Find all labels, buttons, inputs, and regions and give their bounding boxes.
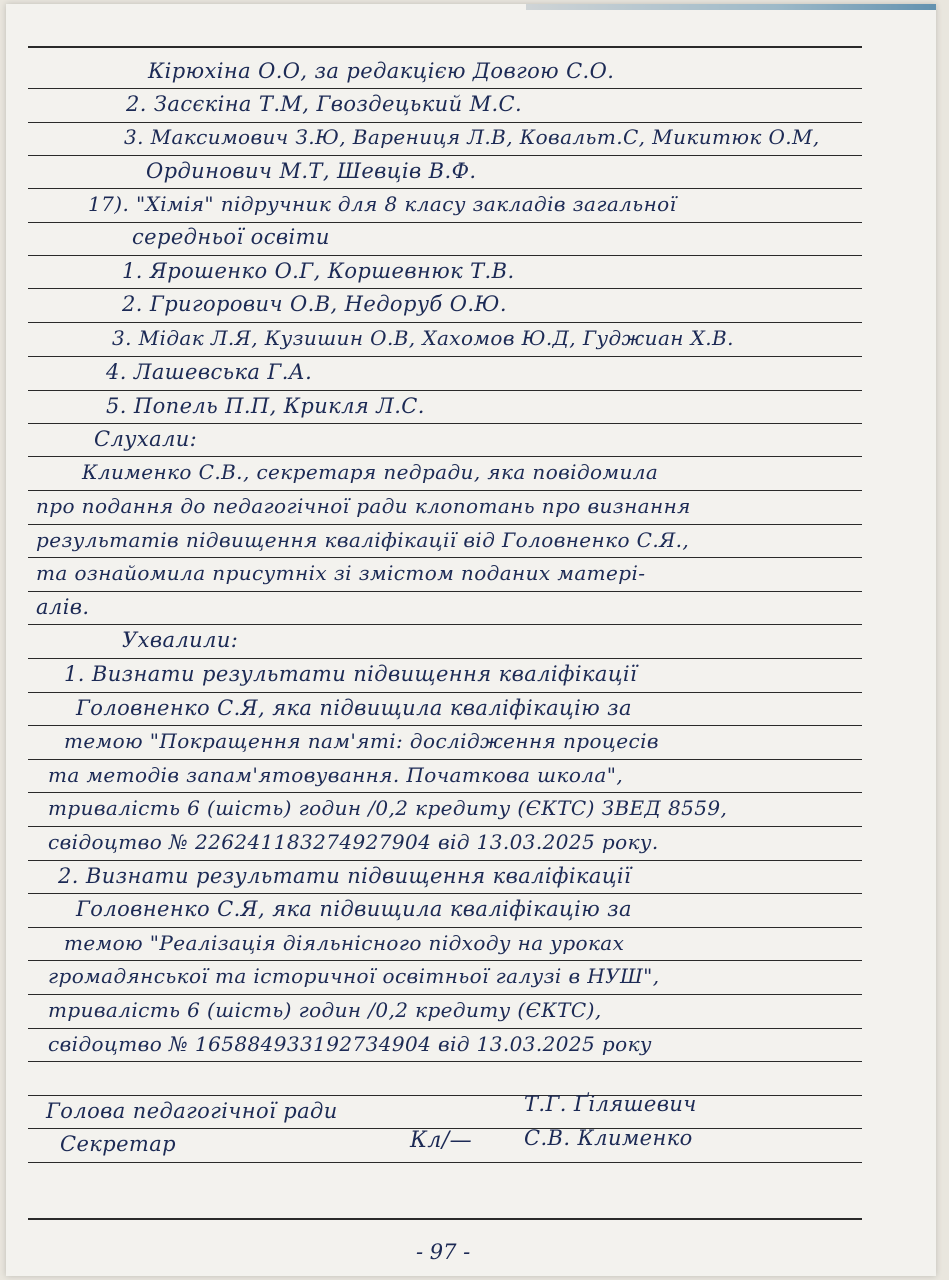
ruled-line xyxy=(28,927,862,928)
ruled-line xyxy=(28,390,862,391)
text-line: свідоцтво № 226241183274927904 від 13.03.2025 року. xyxy=(48,830,659,854)
ruled-line xyxy=(28,994,862,995)
ruled-line xyxy=(28,692,862,693)
text-line: Клименко С.В., секретаря педради, яка повідомила xyxy=(82,460,659,484)
ruled-line xyxy=(28,255,862,256)
text-line: та методів запам'ятовування. Початкова школа", xyxy=(48,763,624,787)
text-line: середньої освіти xyxy=(132,225,330,249)
ruled-line xyxy=(28,1162,862,1163)
text-line: Кірюхіна О.О, за редакцією Довгою С.О. xyxy=(148,59,615,83)
ruled-line xyxy=(28,490,862,491)
text-line: темою "Покращення пам'яті: дослідження процесів xyxy=(64,729,659,753)
ruled-line xyxy=(28,188,862,189)
text-line: 1. Визнати результати підвищення кваліфікації xyxy=(64,662,638,686)
text-line: Головненко С.Я, яка підвищила кваліфікацію за xyxy=(76,696,632,720)
text-line: 2. Григорович О.В, Недоруб О.Ю. xyxy=(122,292,507,316)
text-line: результатів підвищення кваліфікації від Головненко С.Я., xyxy=(36,528,690,552)
text-line: та ознайомила присутніх зі змістом поданих матері- xyxy=(36,561,646,585)
ruled-line xyxy=(28,1095,862,1096)
page-number: - 97 - xyxy=(416,1240,471,1264)
ruled-line xyxy=(28,725,862,726)
ruled-line xyxy=(28,1028,862,1029)
ruled-line xyxy=(28,759,862,760)
ruled-line xyxy=(28,456,862,457)
ruled-line xyxy=(28,1218,862,1220)
text-line: темою "Реалізація діяльнісного підходу на уроках xyxy=(64,931,625,955)
text-line: алів. xyxy=(36,595,90,619)
ruled-line xyxy=(28,860,862,861)
section-heading: Слухали: xyxy=(94,427,198,451)
ruled-line xyxy=(28,557,862,558)
ruled-line xyxy=(28,893,862,894)
section-heading: Ухвалили: xyxy=(122,628,239,652)
ruled-line xyxy=(28,322,862,323)
text-line: 2. Визнати результати підвищення кваліфікації xyxy=(58,864,632,888)
text-line: 2. Засєкіна Т.М, Гвоздецький М.С. xyxy=(126,92,523,116)
ruled-line xyxy=(28,826,862,827)
text-line: тривалість 6 (шість) годин /0,2 кредиту (ЄКТС) ЗВЕД 8559, xyxy=(48,796,728,820)
text-line: про подання до педагогічної ради клопотань про визнання xyxy=(36,494,691,518)
ruled-line xyxy=(28,46,862,48)
secretary-name: С.В. Клименко xyxy=(524,1126,693,1150)
text-line: свідоцтво № 165884933192734904 від 13.03.2025 року xyxy=(48,1032,652,1056)
ruled-line xyxy=(28,524,862,525)
notebook-page xyxy=(6,4,936,1276)
background-strip xyxy=(526,4,936,10)
ruled-line xyxy=(28,356,862,357)
secretary-signature-mark: Кл/— xyxy=(410,1128,473,1153)
secretary-label: Секретар xyxy=(60,1132,176,1156)
ruled-line xyxy=(28,960,862,961)
text-line: 3. Мідак Л.Я, Кузишин О.В, Хахомов Ю.Д, Гуджиан Х.В. xyxy=(112,326,734,350)
ruled-line xyxy=(28,222,862,223)
text-line: 5. Попель П.П, Крикля Л.С. xyxy=(106,394,425,418)
ruled-line xyxy=(28,423,862,424)
text-line: 17). "Хімія" підручник для 8 класу закладів загальної xyxy=(88,192,677,216)
text-line: 4. Лашевська Г.А. xyxy=(106,360,313,384)
ruled-line xyxy=(28,624,862,625)
ruled-line xyxy=(28,591,862,592)
head-name: Т.Г. Ґіляшевич xyxy=(524,1092,697,1116)
ruled-line xyxy=(28,88,862,89)
head-label: Голова педагогічної ради xyxy=(46,1099,338,1123)
ruled-line xyxy=(28,658,862,659)
ruled-line xyxy=(28,1061,862,1062)
ruled-line xyxy=(28,288,862,289)
ruled-line xyxy=(28,155,862,156)
text-line: Ординович М.Т, Шевців В.Ф. xyxy=(146,159,477,183)
text-line: Головненко С.Я, яка підвищила кваліфікацію за xyxy=(76,897,632,921)
text-line: тривалість 6 (шість) годин /0,2 кредиту (ЄКТС), xyxy=(48,998,602,1022)
text-line: 1. Ярошенко О.Г, Коршевнюк Т.В. xyxy=(122,259,515,283)
ruled-line xyxy=(28,122,862,123)
ruled-line xyxy=(28,792,862,793)
text-line: 3. Максимович З.Ю, Варениця Л.В, Ковальт.С, Микитюк О.М, xyxy=(124,125,820,149)
text-line: громадянської та історичної освітньої галузі в НУШ", xyxy=(48,964,660,988)
